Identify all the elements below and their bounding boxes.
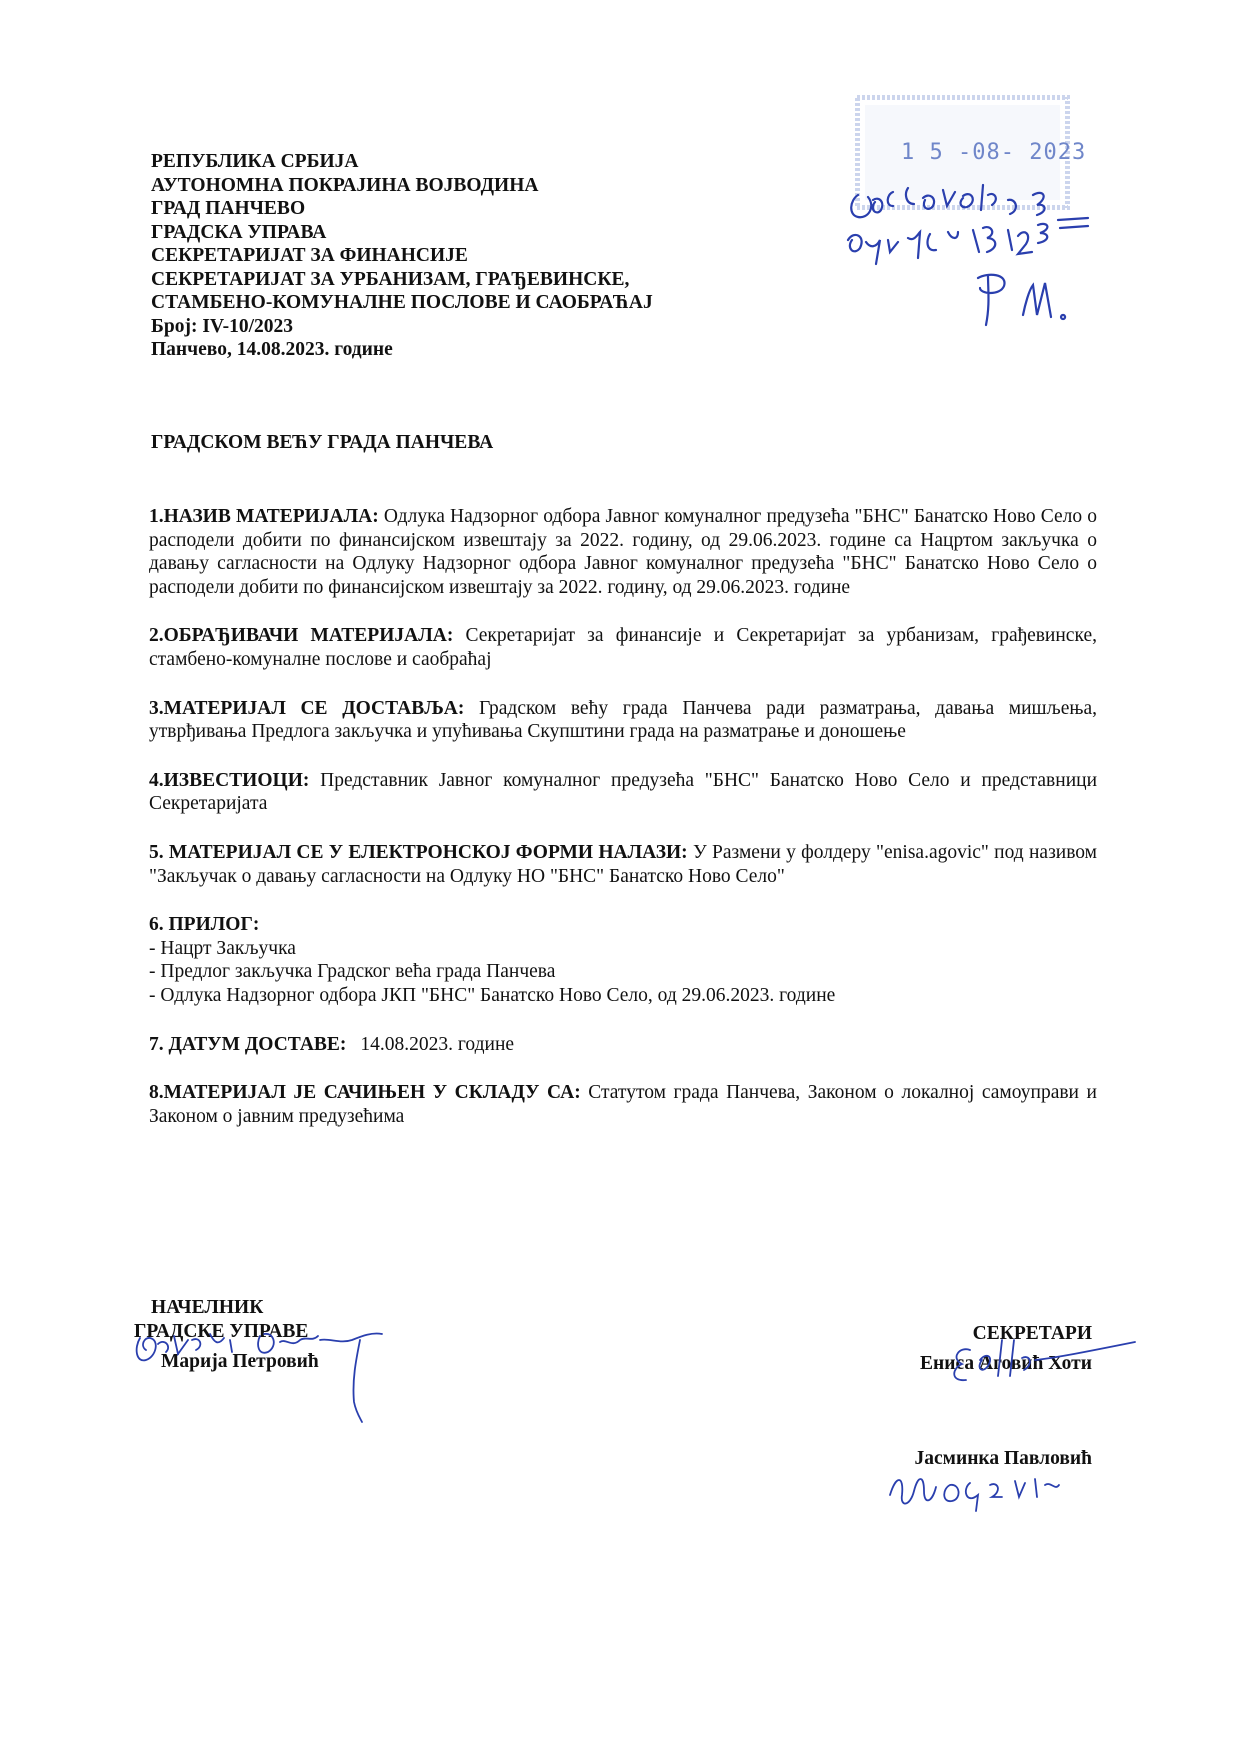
section-rapporteurs	[149, 769, 1097, 816]
header-line: ГРАДСКА УПРАВА	[151, 221, 327, 243]
signature-right-2	[870, 1455, 1110, 1525]
header-line: СЕКРЕТАРИЈАТ ЗА ФИНАНСИЈЕ	[151, 245, 468, 266]
section-material-name	[149, 505, 1097, 599]
attachment-item: - Одлука Надзорног одбора ЈКП "БНС" Банатско Ново Село, од 29.06.2023. године	[149, 984, 836, 1006]
signature-left	[130, 1318, 430, 1428]
signatory-name: Марија Петровић	[161, 1351, 319, 1372]
delivery-label: 7. ДАТУМ ДОСТАВЕ:	[149, 1033, 347, 1055]
section-label: 5. МАТЕРИЈАЛ СЕ У ЕЛЕКТРОНСКОЈ ФОРМИ НАЛАЗИ:	[149, 841, 688, 863]
header-line: СЕКРЕТАРИЈАТ ЗА УРБАНИЗАМ, ГРАЂЕВИНСКЕ,	[151, 268, 630, 290]
section-label: 4.ИЗВЕСТИОЦИ:	[149, 769, 310, 791]
section-text: Представник Јавног комуналног предузећа "БНС" Банатско Ново Село и представници Секретаријата	[149, 769, 1097, 815]
section-text: Одлука Надзорног одбора Јавног комуналног предузећа "БНС" Банатско Ново Село о расподели добити по финансијском извештају за 2022. годину, од 29.06.2023. године са Нацртом закључка о давању сагласности на Одлуку Надзорног одбора Јавног комуналног предузећа "БНС" Банатско Ново Село о расподели добити по финансијском извештају за 2022. годину, од 29.06.2023. године	[149, 506, 1097, 598]
signature-right-1	[940, 1330, 1160, 1400]
stamp-date: 1 5 -08- 2023	[901, 140, 1087, 165]
addressee: ГРАДСКОМ ВЕЋУ ГРАДА ПАНЧЕВА	[151, 432, 494, 453]
section-label: 1.НАЗИВ МАТЕРИЈАЛА:	[149, 506, 379, 527]
attachment-item: - Предлог закључка Градског већа града Панчева	[149, 961, 556, 983]
handwritten-note	[838, 170, 1108, 340]
section-text: Градском већу града Панчева ради разматрања, давања мишљења, утврђивања Предлога закључка и упућивања Скупштини града на разматрање и доношење	[149, 697, 1097, 743]
signatory-name: Ениса Аговић Хоти	[920, 1353, 1092, 1374]
signatory-title: СЕКРЕТАРИ	[972, 1323, 1092, 1344]
section-text: Статутом града Панчева, Законом о локалној самоуправи и Законом о јавним предузећима	[149, 1082, 1097, 1127]
section-text: Секретаријат за финансије и Секретаријат за урбанизам, грађевинске, стамбено-комуналне послове и саобраћај	[149, 625, 1097, 670]
letter-header	[151, 150, 653, 362]
section-compliance	[149, 1081, 1097, 1128]
section-processors	[149, 624, 1097, 671]
header-line: РЕПУБЛИКА СРБИЈА	[151, 151, 359, 172]
section-label: 3.МАТЕРИЈАЛ СЕ ДОСТАВЉА:	[149, 697, 465, 719]
section-attachments	[149, 913, 1097, 1007]
section-text: У Размени у фолдеру "enisa.agovic" под називом "Закључак о давању сагласности на Одлуку НО "БНС" Банатско Ново Село"	[149, 841, 1097, 887]
section-label: 8.МАТЕРИЈАЛ ЈЕ САЧИЊЕН У СКЛАДУ СА:	[149, 1082, 581, 1104]
document-date: Панчево, 14.08.2023. године	[151, 339, 393, 360]
delivery-value: 14.08.2023. године	[360, 1033, 515, 1055]
header-line: СТАМБЕНО-КОМУНАЛНЕ ПОСЛОВЕ И САОБРАЋАЈ	[151, 292, 653, 313]
section-delivered-to	[149, 697, 1097, 744]
signatory-title: НАЧЕЛНИК	[151, 1297, 264, 1318]
signatory-title: ГРАДСКЕ УПРАВЕ	[134, 1321, 309, 1342]
section-delivery-date	[149, 1033, 1097, 1057]
section-label: 2.ОБРАЂИВАЧИ МАТЕРИЈАЛА:	[149, 625, 454, 647]
document-number: Број: IV-10/2023	[151, 315, 293, 337]
document-body	[149, 505, 1097, 1153]
attachment-item: - Нацрт Закључка	[149, 937, 296, 959]
signatory-name-2: Јасминка Павловић	[914, 1448, 1092, 1469]
section-electronic-location	[149, 841, 1097, 888]
header-line: ГРАД ПАНЧЕВО	[151, 198, 306, 219]
attachments-label: 6. ПРИЛОГ:	[149, 914, 260, 936]
header-line: АУТОНОМНА ПОКРАЈИНА ВОЈВОДИНА	[151, 174, 539, 196]
